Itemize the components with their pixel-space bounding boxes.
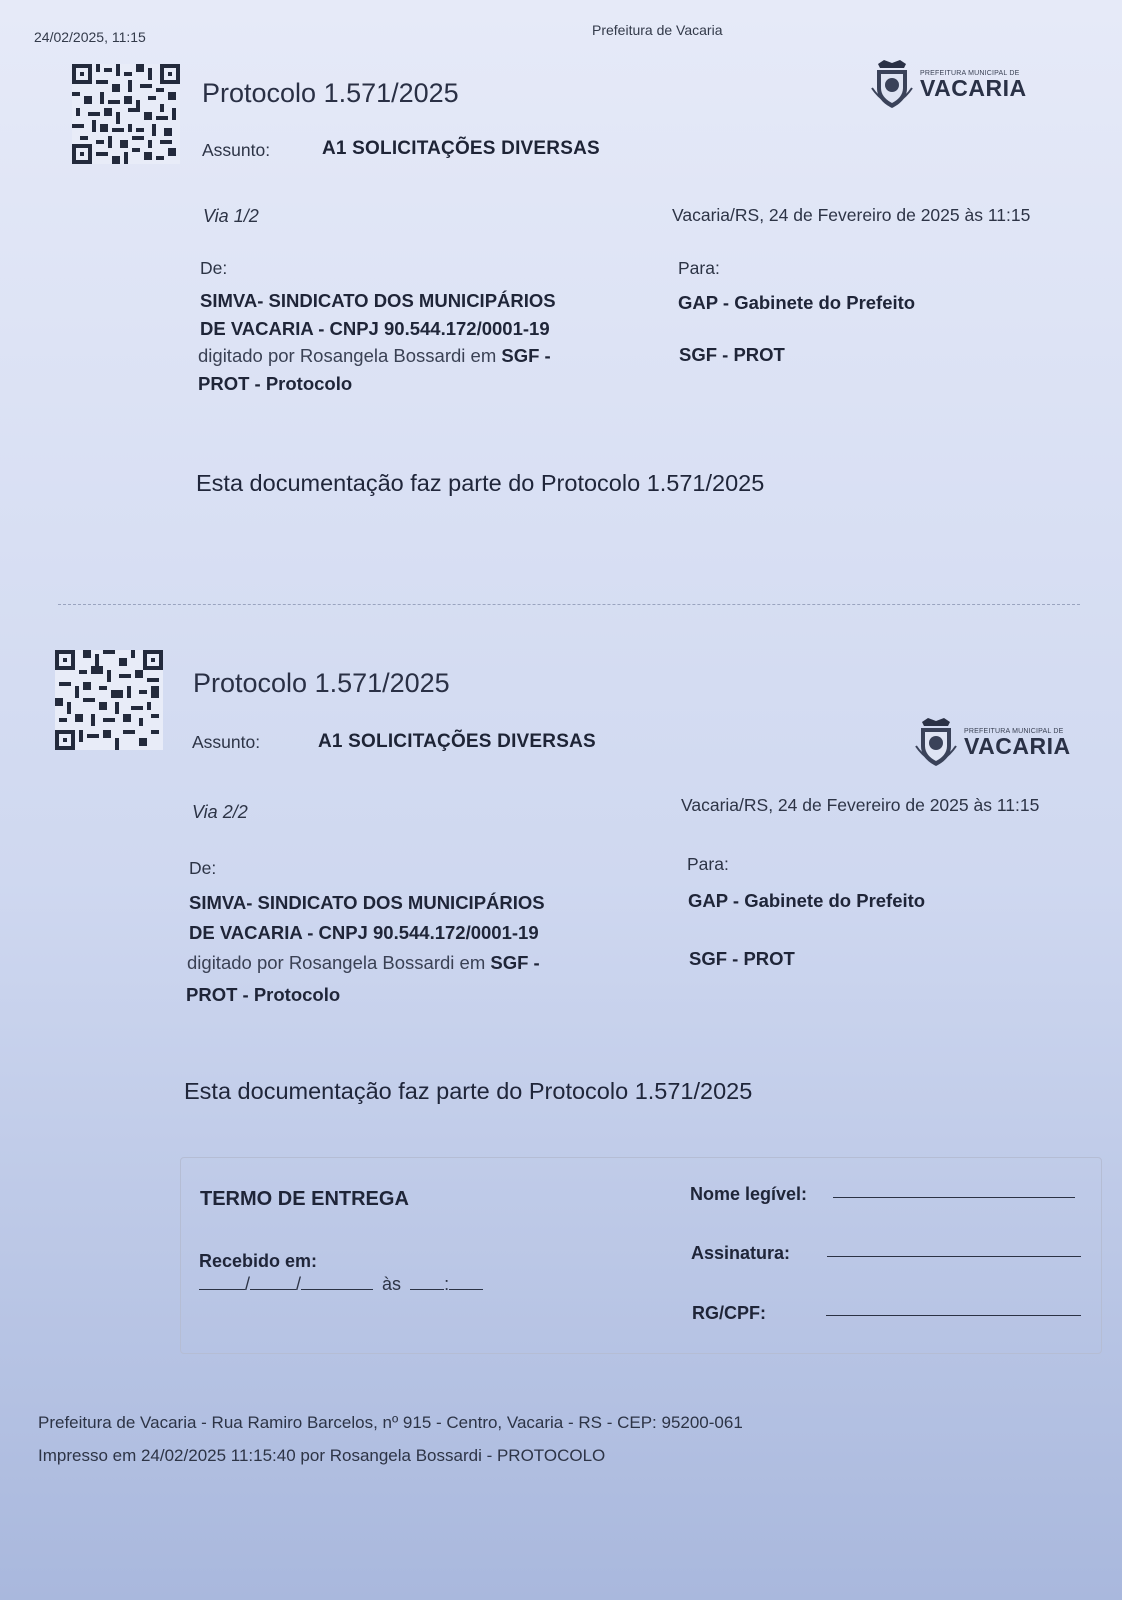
id-label: RG/CPF:	[692, 1303, 766, 1323]
from-line-2: DE VACARIA - CNPJ 90.544.172/0001-19	[200, 318, 550, 339]
delivery-term-box	[180, 1157, 1102, 1354]
hour-blank[interactable]	[410, 1289, 444, 1290]
typed-by-sector-b: PROT - Protocolo	[186, 984, 341, 1005]
logo-big-text: VACARIA	[920, 74, 1027, 101]
typed-by-sector-a: SGF -	[490, 952, 540, 973]
city-logo	[914, 716, 1071, 768]
logo-small-text: PREFEITURA MUNICIPAL DE	[920, 69, 1020, 77]
qr-code	[55, 650, 163, 755]
received-date-field[interactable]	[199, 1274, 483, 1295]
to-label: Para:	[687, 854, 729, 874]
from-line-2: DE VACARIA - CNPJ 90.544.172/0001-19	[189, 922, 539, 943]
typed-by	[187, 952, 540, 974]
subject-value: A1 SOLICITAÇÕES DIVERSAS	[318, 731, 596, 752]
via-label: Via 1/2	[203, 206, 259, 226]
subject-label: Assunto:	[192, 732, 261, 752]
protocol-title: Protocolo 1.571/2025	[202, 78, 459, 108]
to-line-1: GAP - Gabinete do Prefeito	[678, 292, 916, 313]
date-sep-1: /	[245, 1274, 251, 1294]
from-line-1: SIMVA- SINDICATO DOS MUNICIPÁRIOS	[189, 892, 545, 913]
page-header-title: Prefeitura de Vacaria	[592, 22, 723, 38]
coat-of-arms-icon	[870, 58, 914, 110]
typed-by	[198, 345, 551, 367]
logo-big-text: VACARIA	[964, 732, 1071, 759]
protocol-note: Esta documentação faz parte do Protocolo 1.571/2025	[184, 1078, 753, 1104]
time-prefix: às	[382, 1274, 402, 1294]
name-label: Nome legível:	[690, 1184, 808, 1204]
qr-code	[72, 64, 180, 169]
typed-by-sector-a: SGF -	[501, 345, 551, 366]
date-line: Vacaria/RS, 24 de Fevereiro de 2025 às 11:15	[681, 795, 1040, 815]
typed-by-sector-b: PROT - Protocolo	[198, 373, 353, 394]
to-line-2: SGF - PROT	[679, 344, 785, 365]
year-blank[interactable]	[301, 1289, 373, 1290]
from-label: De:	[189, 858, 217, 878]
to-line-2: SGF - PROT	[689, 948, 795, 969]
from-line-1: SIMVA- SINDICATO DOS MUNICIPÁRIOS	[200, 290, 556, 311]
signature-line[interactable]	[827, 1256, 1081, 1257]
city-logo	[870, 58, 1027, 110]
month-blank[interactable]	[250, 1289, 296, 1290]
protocol-note: Esta documentação faz parte do Protocolo 1.571/2025	[196, 470, 765, 496]
print-timestamp: 24/02/2025, 11:15	[34, 29, 146, 45]
protocol-title: Protocolo 1.571/2025	[193, 668, 450, 698]
subject-value: A1 SOLICITAÇÕES DIVERSAS	[322, 138, 600, 159]
cut-line-divider	[58, 604, 1080, 605]
footer-address: Prefeitura de Vacaria - Rua Ramiro Barcelos, nº 915 - Centro, Vacaria - RS - CEP: 95200-061	[38, 1413, 743, 1432]
name-line[interactable]	[833, 1197, 1075, 1198]
logo-small-text: PREFEITURA MUNICIPAL DE	[964, 727, 1064, 735]
qr-code-graphic	[72, 64, 180, 164]
typed-by-prefix: digitado por Rosangela Bossardi em	[198, 345, 497, 366]
delivery-term-title: TERMO DE ENTREGA	[200, 1188, 409, 1210]
footer-printed: Impresso em 24/02/2025 11:15:40 por Rosangela Bossardi - PROTOCOLO	[38, 1446, 606, 1465]
signature-label: Assinatura:	[691, 1243, 791, 1263]
date-line: Vacaria/RS, 24 de Fevereiro de 2025 às 11:15	[672, 205, 1031, 225]
time-sep: :	[444, 1274, 450, 1294]
qr-code-graphic	[55, 650, 163, 750]
coat-of-arms-icon	[914, 716, 958, 768]
minute-blank[interactable]	[449, 1289, 483, 1290]
from-label: De:	[200, 258, 228, 278]
received-label: Recebido em:	[199, 1251, 318, 1271]
to-line-1: GAP - Gabinete do Prefeito	[688, 890, 926, 911]
date-sep-2: /	[296, 1274, 302, 1294]
id-line[interactable]	[826, 1315, 1081, 1316]
to-label: Para:	[678, 258, 720, 278]
subject-label: Assunto:	[202, 140, 271, 160]
via-label: Via 2/2	[192, 802, 248, 822]
day-blank[interactable]	[199, 1289, 245, 1290]
typed-by-prefix: digitado por Rosangela Bossardi em	[187, 952, 486, 973]
